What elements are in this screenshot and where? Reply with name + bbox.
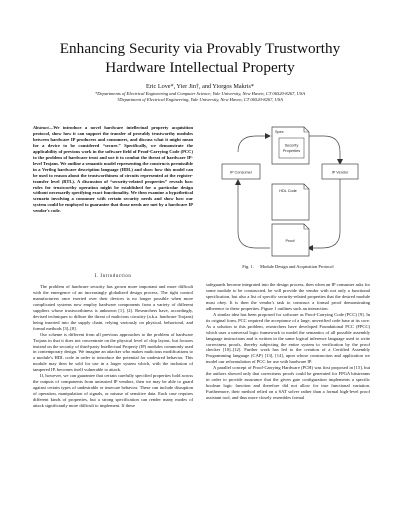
section-heading-introduction: I. Introduction [94, 274, 132, 279]
figure-caption-text: Module Design and Acquisition Protocol [259, 264, 334, 269]
hdl-code-document [272, 184, 309, 220]
spec-label: Spec [275, 130, 284, 134]
intro-left-column [33, 284, 193, 498]
intro-right-column [206, 282, 370, 498]
affiliation-2: †Department of Electrical Engineering, Yale University, New Haven, CT 06520-8267, USA [117, 97, 283, 102]
security-properties-label-2: Properties [282, 149, 301, 153]
intro-paragraph-5: A similar idea has been proposed for software as Proof-Carrying Code (PCC) [9]. In its original form, PCC required the acceptance of a large, unverified code base at its core. As a solution to this problem, researchers have developed Foundational PCC (FPCC) which uses a universal logic framework to model the semantics of all possible assembly language instructions and is written in the same logical inference language used to write correctness proofs, thereby subjecting the entire system to verification by the proof checker [10]–[12]. Further work has led to the creation of a Certified Assembly Programming language (CAP) [13], [14], upon whose construction and application we model our reformulation of PCC for use with hardware IP. [206, 311, 370, 365]
abstract [33, 125, 193, 214]
title-line-2: Hardware Intellectual Property [105, 59, 295, 76]
ip-vendor-box [322, 164, 358, 179]
abstract-text: —We introduce a novel hardware intellectual property acquisition protocol, show how it can support the transfer of provably trustworthy modules between hardware IP producers and consumers, and discuss what it might mean for a device to be considered “secure.” Specifically, we demonstrate the applicability of previous work in the software field of Proof-Carrying Code (PCC) to the problem of hardware trust and use it to combat the threat of hardware IP-level Trojans. We outline a semantic model representing the constructs permissible in a Verilog hardware description language (HDL) and show how this model can be used to reason about the trustworthiness of circuits represented at the register-transfer level (RTL). A discussion of “security-related properties” reveals how rules for trustworthy operation might be established for a particular design without necessarily specifying exact functionality. We then examine a hypothetical scenario involving a consumer with certain security needs and show how our system could be employed to guarantee that those needs are met by a hardware IP vendor's code. [33, 125, 193, 214]
proof-label: Proof [285, 239, 295, 243]
intro-paragraph-6: A parallel concept of Proof-Carrying Hardware (PCH) was first proposed in [15], but the authors showed only that correctness proofs could be generated for FPGA bitstreams in order to provide assurance that the given gate configuration implements a specific boolean logic function and therefore did not allow for true functional variation. Furthermore, their method relied on a SAT solver rather than a formal high-level proof assistant tool, and thus more closely resembles formal [206, 365, 370, 401]
intro-paragraph-3: If, however, we can guarantee that certain carefully specified properties hold across the outputs of components from untrusted IP vendors, then we may be able to guard against certain types of undesirable or insecure behavior. These can include disruption of operation, manipulation of signals, or misuse of sensitive data. Each case requires different kinds of properties, but a strong specification can render many modes of attack significantly more difficult to implement. If these [33, 373, 193, 409]
ip-consumer-label: IP Consumer [229, 170, 253, 175]
hdl-code-label: HDL Code [279, 189, 297, 193]
title-line-1: Enhancing Security via Provably Trustworthy [59, 40, 341, 57]
paper-title [20, 39, 380, 77]
arrow-proof-to-consumer [238, 180, 270, 248]
affiliation-1: *Departments of Electrical Engineering and Computer Science, Yale University, New Haven, CT 06520-8267, USA [94, 91, 305, 96]
ip-consumer-box [222, 164, 260, 179]
ip-vendor-label: IP Vendor [331, 170, 349, 175]
security-properties-label-1: Security [284, 143, 299, 148]
figure-number: Fig. 1. [242, 264, 254, 269]
proof-document [272, 224, 309, 256]
figure-protocol-diagram [216, 124, 362, 262]
abstract-lead: Abstract [33, 125, 49, 130]
figure-caption [206, 264, 370, 270]
protocol-diagram-svg [216, 124, 362, 262]
security-properties-box [279, 138, 304, 158]
intro-paragraph-1: The problem of hardware security has grown more important and more difficult with the emergence of an increasingly globalized design process. The tight control manufacturers once exerted over their devices is no longer possible when more complicated systems now employ hardware components from a variety of different suppliers whose trustworthiness is unknown [1], [2]. Researchers have, accordingly, devised techniques to diffuse the threat of malicious circuitry (a.k.a. hardware Trojans) being inserted into the supply chain, relying variously on physical, behavioral, and formal methods [3]–[8]. [33, 284, 193, 331]
author-list: Eric Love*, Yier Jin†, and Yiorgos Makris* [145, 83, 255, 90]
arrow-spec-to-vendor [308, 136, 340, 164]
arrow-vendor-to-proof [308, 178, 340, 248]
intro-paragraph-4: safeguards become integrated into the design process, then when an IP consumer asks for some module to be constructed, he will provide the vendor with not only a functional specification, but also a list of specific security-related properties that the desired module must obey. It is then the vendor's task to construct a formal proof demonstrating adherence to these properties. Figure 1 outlines such an interaction. [206, 282, 370, 311]
intro-paragraph-2: Our scheme is different from all previous approaches to the problem of hardware Trojans in that it does not concentrate on the physical level of chip layout, but focuses instead on the security of third-party Intellectual Property (IP) modules commonly used in contemporary design. We imagine an attacker who makes malicious modifications to a module's HDL code in order to introduce the potential for undesired behavior. This module may then be sold for use in a larger system which, with the inclusion of tampered IP, becomes itself vulnerable to attack. [33, 331, 193, 373]
arrow-consumer-to-spec [238, 136, 270, 152]
spec-document [272, 127, 309, 164]
